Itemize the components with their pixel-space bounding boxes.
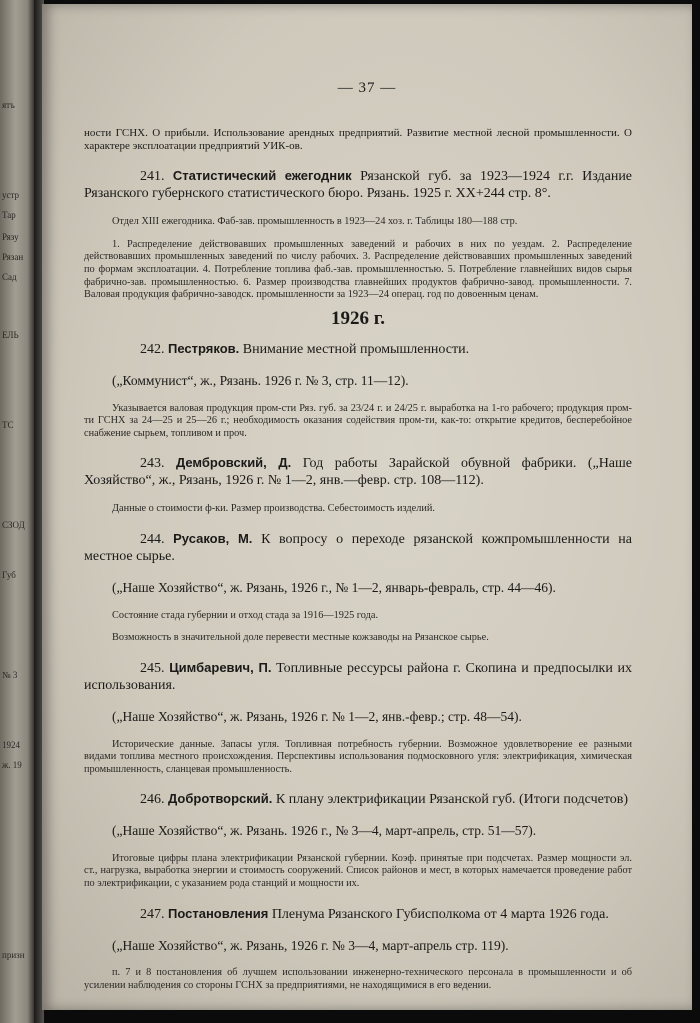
entry-number: 241. xyxy=(140,169,165,184)
entry-author: Статистический ежегодник xyxy=(172,168,352,183)
entry-citation: („Наше Хозяйство“, ж. Рязань, 1926 г. № 1—2, янв.-февр.; стр. 48—54). xyxy=(112,709,522,725)
entry-citation: („Коммунист“, ж., Рязань. 1926 г. № 3, стр. 11—12). xyxy=(112,373,409,389)
entry-number: 245. xyxy=(140,661,165,677)
entry-note: Указывается валовая продукция пром-сти Ряз. губ. за 23/24 г. и 24/25 г. выработка на 1-го рабочего; продукция пром-ти ГСНХ за 24—25 и 25—26 г.; необходимость оказания содействия пром-ти, как-то: открытие кредитов, бесперебойное снабжение сырьем, топливом и проч. xyxy=(84,402,632,439)
entry-title: Пленума Рязанского Губисполкома от 4 марта 1926 года. xyxy=(271,906,609,922)
page-number: — 37 — xyxy=(337,80,397,96)
entry-author: Постановления xyxy=(168,905,269,921)
entry-243 xyxy=(84,454,632,516)
page-content xyxy=(84,116,632,1003)
entry-author: Цимбаревич, П. xyxy=(169,660,272,676)
entry-note: 1. Распределение действовавших промышленных заведений и рабочих в них по уездам. 2. Распределение действовавших промышленных заведений по числу рабочих. 3. Распределение действовавших промышленных заведений по формам эксплоатации. 4. Потребление топлива фаб.-зав. промышленностью. 5. Потребление главнейших видов сырья фабрично-зав. промышленностью. 6. Размер производства главнейших продуктов фабрично-завод. промышленности. 7. Валовая продукция фабрично-заводск. промышленности за 1923—24 операц. год по довоенным ценам. xyxy=(84,238,632,301)
entry-note: п. 7 и 8 постановления об лучшем использовании инженерно-технического персонала в промышленности и об усилении наблюдения со стороны ГСНХ за предприятиями, не находящимися в его ведении. xyxy=(84,967,632,991)
entry-title: Внимание местной промышленности. xyxy=(242,342,470,358)
entry-note: Итоговые цифры плана электрификации Рязанской губернии. Коэф. принятые при подсчетах. Размер мощности эл. ст., нагрузка, выработка энергии и стоимость сооружений. Список районов и мест, в которых намечается проведение работ по электрификации, с указанием рода станций и мощности их. xyxy=(84,852,632,889)
entry-number: 242. xyxy=(140,342,165,358)
entry-241 xyxy=(84,167,632,302)
entry-note: Исторические данные. Запасы угля. Топливная потребность губернии. Возможное удовлетворение ее разными видами топлива местного происхождения. Перспективы использования подмосковного угля: электрификация, химическая промышленность, сланцевая промышленность. xyxy=(84,738,632,775)
entry-title: Рязанской губ. за 1923—1924 г.г. Издание Рязанского губернского статистического бюро. xyxy=(84,169,633,201)
entry-author: Русаков, М. xyxy=(173,531,253,547)
entry-note: Данные о стоимости ф-ки. Размер производства. Себестоимость изделий. xyxy=(112,503,435,515)
entry-citation: („Наше Хозяйство“, ж. Рязань. 1926 г., № 3—4, март-апрель, стр. 51—57). xyxy=(112,823,537,839)
entry-citation: Рязань. 1925 г. XX+244 стр. 8°. xyxy=(366,186,551,201)
entry-note: Отдел XIII ежегодника. Фаб-зав. промышленность в 1923—24 хоз. г. Таблицы 180—188 стр. xyxy=(112,216,518,227)
book-page xyxy=(42,4,692,1010)
entry-244 xyxy=(84,530,632,645)
entry-247 xyxy=(84,905,632,993)
entry-author: Пестряков. xyxy=(168,341,240,357)
entry-title: К плану электрификации Рязанской губ. (Итоги подсчетов) xyxy=(275,792,629,808)
entry-number: 244. xyxy=(140,532,165,548)
entry-title: К вопросу о переходе рязанской кожпромышленности на местное сырье. xyxy=(84,532,632,565)
entry-242 xyxy=(84,340,632,440)
entry-author: Добротворский. xyxy=(168,791,273,807)
entry-citation: („Наше Хозяйство“, ж. Рязань, 1926 г., № 1—2, январь-февраль, стр. 44—46). xyxy=(112,580,556,596)
entry-note: Возможность в значительной доле перевести местные кожзаводы на Рязанское сырье. xyxy=(112,632,489,644)
entry-number: 246. xyxy=(140,792,165,808)
entry-title: Год работы Зарайской обувной фабрики. xyxy=(302,456,577,472)
entry-number: 247. xyxy=(140,906,165,922)
intro-continuation: ности ГСНХ. О прибыли. Использование арендных предприятий. Развитие местной лесной промышленности. О характере эксплоатации предприятий УИК-ов. xyxy=(84,127,632,152)
entry-246 xyxy=(84,790,632,890)
entry-author: Дембровский, Д. xyxy=(175,455,292,471)
entry-note: Состояние стада губернии и отход стада за 1916—1925 года. xyxy=(112,609,379,621)
entry-title: Топливные рессурсы района г. Скопина и предпосылки их использования. xyxy=(84,661,633,694)
entry-number: 243. xyxy=(140,456,165,472)
entry-245 xyxy=(84,659,632,776)
year-heading: 1926 г. xyxy=(331,308,385,330)
entry-citation: („Наше Хозяйство“, ж. Рязань, 1926 г. № 3—4, март-апрель стр. 119). xyxy=(112,937,509,953)
adjacent-page-edge: ятъ устр Тар Рязу Рязан Сад ЕЛЬ ТС СЗОД Губ № 3 1924 ж. 19 призн xyxy=(0,0,34,1023)
entry-citation: („Наше Хозяйство“, ж., Рязань, 1926 г. № 1—2, янв.—февр. стр. 108—112). xyxy=(84,456,633,489)
